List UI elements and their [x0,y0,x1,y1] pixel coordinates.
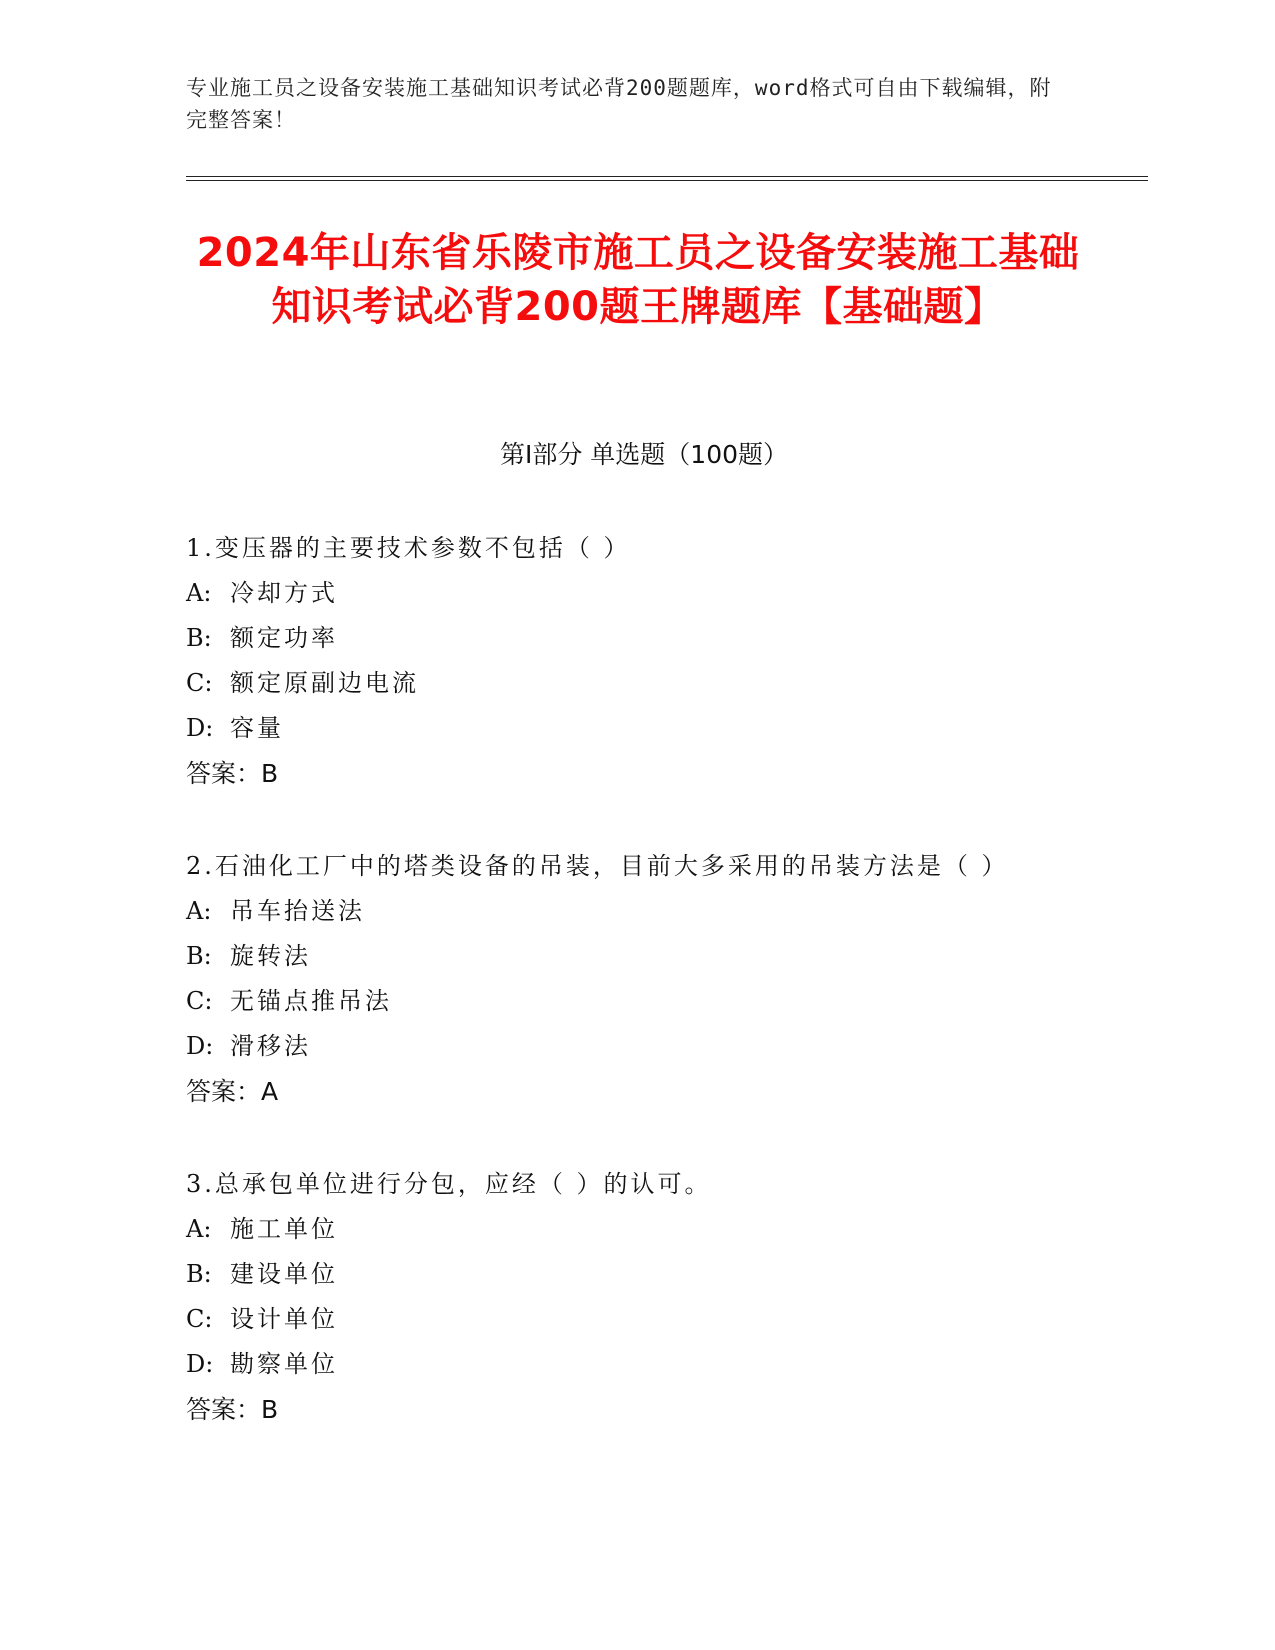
answer-line: 答案：B [186,759,279,788]
option-c [186,979,1106,1024]
question-stem: 3.总承包单位进行分包，应经（ ）的认可。 [186,1170,712,1198]
option-letter: D: [186,1350,214,1378]
option-text: 额定功率 [230,624,338,652]
question-stem: 2.石油化工厂中的塔类设备的吊装，目前大多采用的吊装方法是（ ） [186,852,1009,880]
option-letter: D: [186,1032,214,1060]
option-text: 勘察单位 [230,1350,338,1378]
question-block [186,526,1106,796]
option-letter: C: [186,1305,213,1333]
option-letter: A: [186,897,212,925]
section-heading: 第Ⅰ部分 单选题（100题） [499,440,789,469]
option-b [186,1252,1106,1297]
option-d [186,1024,1106,1069]
option-letter: B: [186,942,212,970]
option-d [186,1342,1106,1387]
option-b [186,616,1106,661]
document-title: 2024年山东省乐陵市施工员之设备安装施工基础知识考试必背200题王牌题库【基础题】 [196,230,1080,330]
option-text: 滑移法 [230,1032,311,1060]
header-divider-top [186,176,1148,177]
option-letter: C: [186,669,213,697]
option-text: 容量 [230,714,284,742]
option-text: 施工单位 [230,1215,338,1243]
option-b [186,934,1106,979]
option-text: 旋转法 [230,942,311,970]
option-text: 建设单位 [230,1260,338,1288]
option-text: 设计单位 [230,1305,338,1333]
option-letter: B: [186,1260,212,1288]
option-letter: B: [186,624,212,652]
option-c [186,661,1106,706]
option-letter: D: [186,714,214,742]
option-letter: A: [186,1215,212,1243]
answer-line: 答案：A [186,1077,279,1106]
option-text: 吊车抬送法 [230,897,365,925]
option-text: 额定原副边电流 [230,669,419,697]
option-d [186,706,1106,751]
option-text: 冷却方式 [230,579,338,607]
option-a [186,571,1106,616]
header-divider-bottom [186,180,1148,181]
option-a [186,1207,1106,1252]
option-c [186,1297,1106,1342]
option-text: 无锚点推吊法 [230,987,392,1015]
option-letter: C: [186,987,213,1015]
question-stem: 1.变压器的主要技术参数不包括（ ） [186,534,631,562]
answer-line: 答案：B [186,1395,279,1424]
question-block [186,1162,1106,1432]
header-note: 专业施工员之设备安装施工基础知识考试必背200题题库，word格式可自由下载编辑，附完整答案！ [186,76,1052,132]
option-a [186,889,1106,934]
option-letter: A: [186,579,212,607]
question-block [186,844,1106,1114]
